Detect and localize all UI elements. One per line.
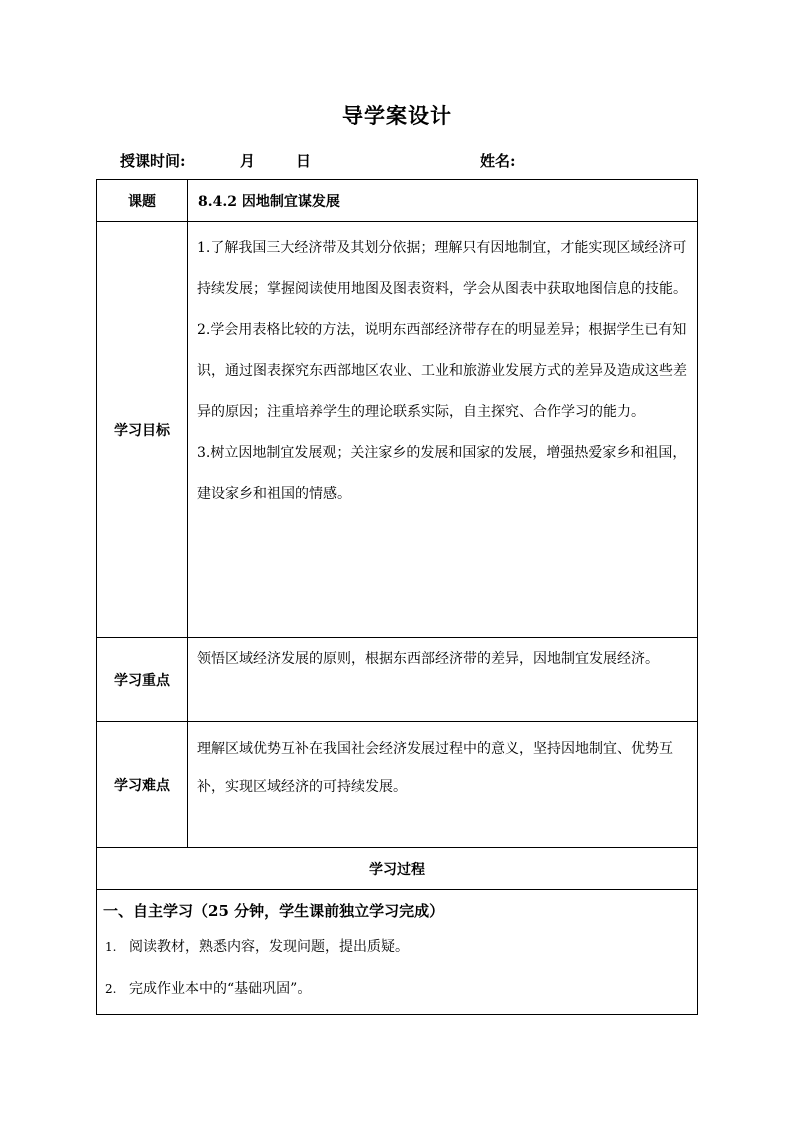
month-label: 月 — [240, 152, 256, 170]
key-point-text: 领悟区域经济发展的原则，根据东西部经济带的差异，因地制宜发展经济。 — [188, 638, 698, 722]
list-item-text: 完成作业本中的“基础巩固”。 — [129, 981, 312, 997]
list-item-number: 1. — [105, 940, 117, 954]
difficulty-row — [97, 722, 698, 848]
day-label: 日 — [296, 152, 312, 170]
process-row — [97, 848, 698, 890]
topic-row — [97, 180, 698, 222]
self-study-heading: 一、自主学习（25 分钟，学生课前独立学习完成） — [103, 902, 445, 920]
objectives-content — [188, 222, 698, 638]
objective-item: 1.了解我国三大经济带及其划分依据；理解只有因地制宜，才能实现区域经济可持续发展；掌握阅读使用地图及图表资料，学会从图表中获取地图信息的技能。 — [197, 240, 687, 297]
self-study-section — [97, 890, 698, 1015]
objectives-row — [97, 222, 698, 638]
objectives-label: 学习目标 — [97, 222, 188, 638]
student-name-label: 姓名: — [480, 152, 516, 170]
objective-item: 3.树立因地制宜发展观；关注家乡的发展和国家的发展，增强热爱家乡和祖国，建设家乡和祖国的情感。 — [197, 445, 687, 502]
lesson-meta — [120, 150, 680, 170]
key-point-label: 学习重点 — [97, 638, 188, 722]
difficulty-text: 理解区域优势互补在我国社会经济发展过程中的意义，坚持因地制宜、优势互补，实现区域经济的可持续发展。 — [188, 722, 698, 848]
key-point-row — [97, 638, 698, 722]
difficulty-label: 学习难点 — [97, 722, 188, 848]
topic-value: 8.4.2 因地制宜谋发展 — [188, 180, 698, 222]
self-study-row — [97, 890, 698, 1015]
topic-label: 课题 — [97, 180, 188, 222]
process-heading: 学习过程 — [97, 848, 698, 890]
list-item — [103, 968, 691, 1010]
lesson-plan-table — [96, 179, 698, 1015]
teaching-time-label: 授课时间: — [120, 152, 186, 170]
page-title: 导学案设计 — [342, 103, 452, 128]
objective-item: 2.学会用表格比较的方法，说明东西部经济带存在的明显差异；根据学生已有知识，通过图表探究东西部地区农业、工业和旅游业发展方式的差异及造成这些差异的原因；注重培养学生的理论联系实际，自主探究、合作学习的能力。 — [197, 322, 687, 420]
list-item-number: 2. — [105, 982, 117, 996]
list-item — [103, 926, 691, 968]
list-item-text: 阅读教材，熟悉内容，发现问题，提出质疑。 — [129, 939, 409, 955]
